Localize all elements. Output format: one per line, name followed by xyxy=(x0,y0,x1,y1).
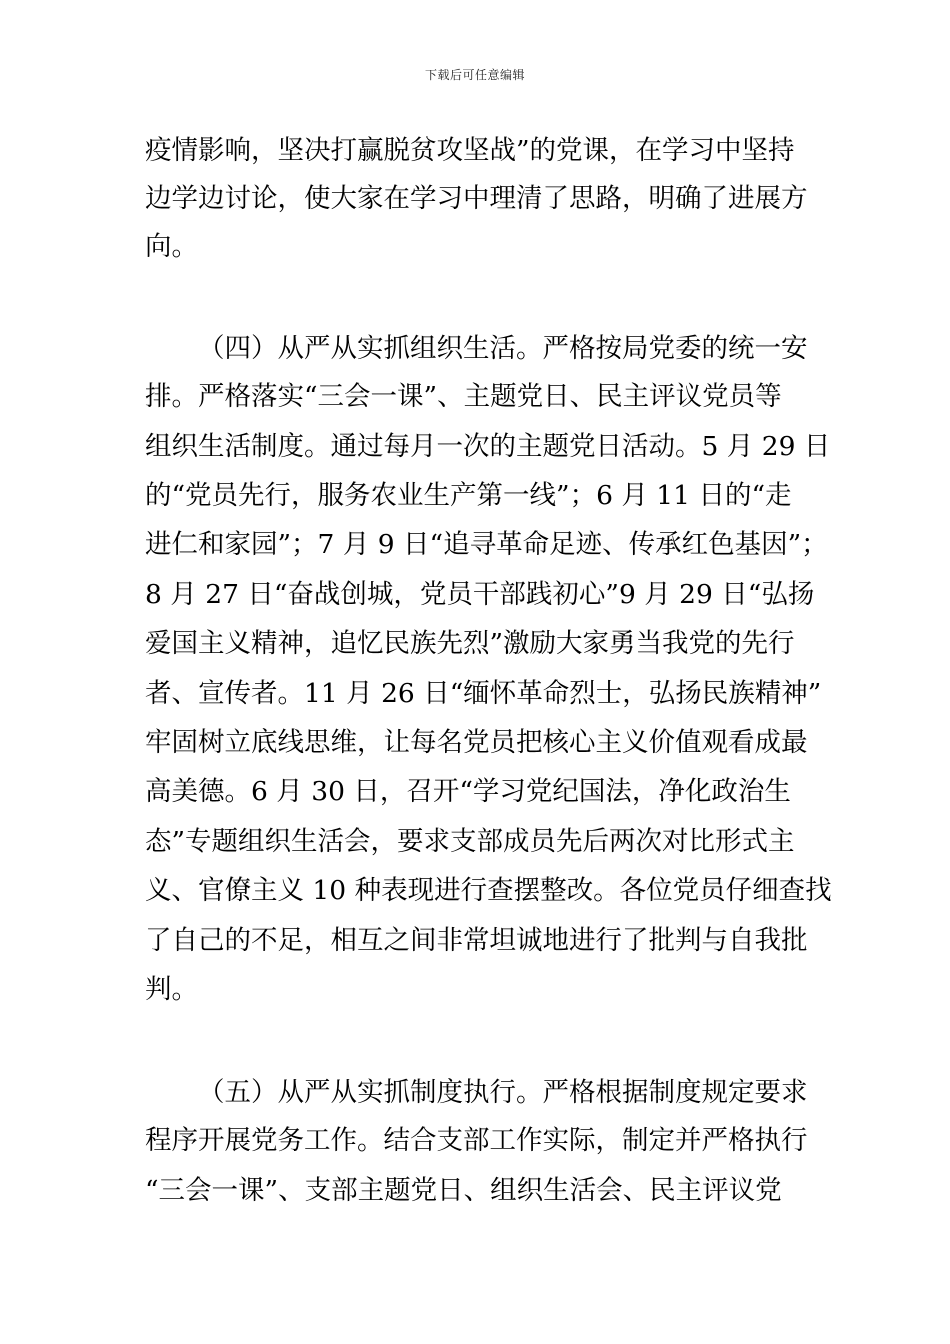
paragraph-line: 8 月 27 日“奋战创城，党员干部践初心”9 月 29 日“弘扬 xyxy=(145,579,815,610)
paragraph-line: 爱国主义精神，追忆民族先烈”激励大家勇当我党的先行 xyxy=(145,628,795,659)
page-header: 下载后可任意编辑 xyxy=(424,68,525,82)
paragraph-line: 的“党员先行，服务农业生产第一线”；6 月 11 日的“走 xyxy=(145,480,792,511)
paragraph-line: 义、官僚主义 10 种表现进行查摆整改。各位党员仔细查找 xyxy=(145,875,832,906)
paragraph-line: 进仁和家园”；7 月 9 日“追寻革命足迹、传承红色基因”； xyxy=(145,529,828,560)
paragraph-line: 组织生活制度。通过每月一次的主题党日活动。5 月 29 日 xyxy=(145,431,831,462)
paragraph-line: 排。严格落实“三会一课”、主题党日、民主评议党员等 xyxy=(145,381,782,412)
paragraph-line: 牢固树立底线思维，让每名党员把核心主义价值观看成最 xyxy=(145,727,808,758)
paragraph-line: （五）从严从实抓制度执行。严格根据制度规定要求 xyxy=(198,1077,808,1108)
paragraph-line: 程序开展党务工作。结合支部工作实际，制定并严格执行 xyxy=(145,1125,808,1156)
paragraph-line: 向。 xyxy=(145,231,198,262)
paragraph-line: 态”专题组织生活会，要求支部成员先后两次对比形式主 xyxy=(145,826,795,857)
paragraph-line: 疫情影响，坚决打赢脱贫攻坚战”的党课，在学习中坚持 xyxy=(145,135,795,166)
paragraph-line: 边学边讨论，使大家在学习中理清了思路，明确了进展方 xyxy=(145,183,808,214)
paragraph-line: 了自己的不足，相互之间非常坦诚地进行了批判与自我批 xyxy=(145,925,808,956)
paragraph-line: 判。 xyxy=(145,974,198,1005)
paragraph-line: 者、宣传者。11 月 26 日“缅怀革命烈士，弘扬民族精神” xyxy=(145,678,822,709)
paragraph-line: 高美德。6 月 30 日，召开“学习党纪国法，净化政治生 xyxy=(145,776,791,807)
paragraph-line: （四）从严从实抓组织生活。严格按局党委的统一安 xyxy=(198,333,808,364)
paragraph-line: “三会一课”、支部主题党日、组织生活会、民主评议党 xyxy=(145,1175,782,1206)
